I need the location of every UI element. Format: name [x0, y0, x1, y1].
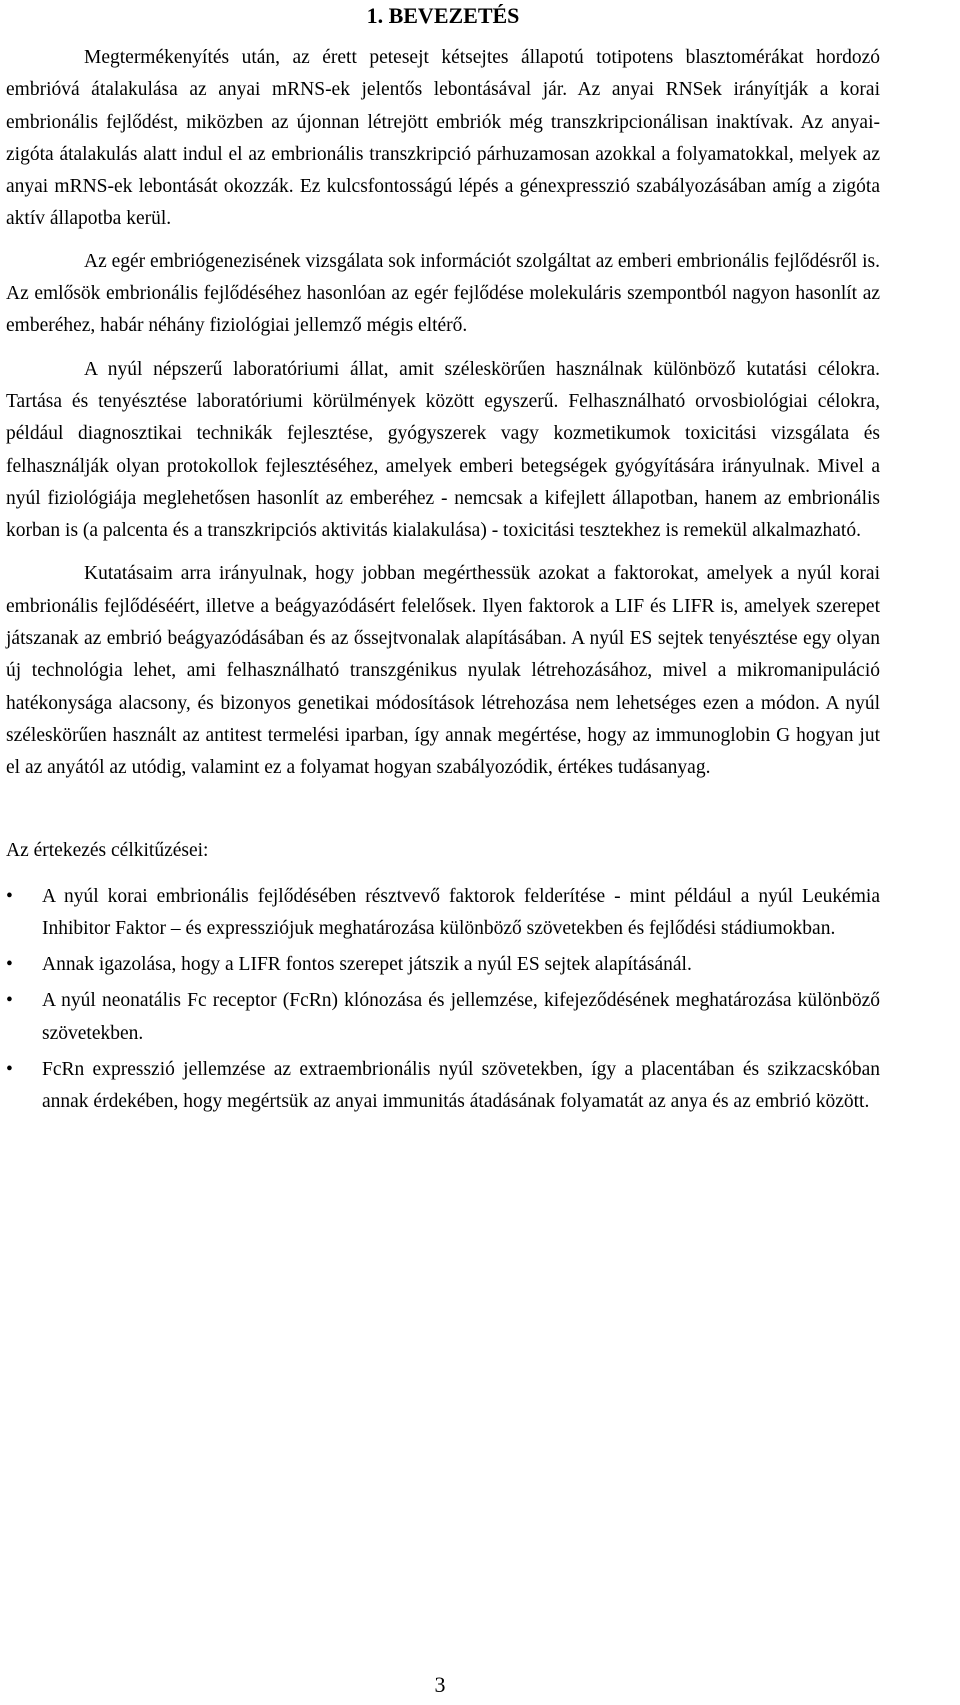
- paragraph-rabbit-laboratory-animal: A nyúl népszerű laboratóriumi állat, amit széleskörűen használnak különböző kutatási célokra. Tartása és tenyésztése laboratóriumi körülmények között egyszerű. Felhasználható orvosbiológiai célokra, például diagnosztikai technikák fejlesztése, gyógyszerek vagy kozmetikumok toxicitási vizsgálata és felhasználják olyan protokollok fejlesztéséhez, amelyek emberi betegségek gyógyítására irányulnak. Mivel a nyúl fiziológiája meglehetősen hasonlít az emberéhez - nemcsak a kifejlett állapotban, hanem az embrionális korban is (a palcenta és a transzkripciós aktivitás kialakulása) - toxicitási tesztekhez is remekül alkalmazható.: [6, 358, 880, 542]
- paragraph-mouse-embryogenesis: Az egér embriógenezisének vizsgálata sok információt szolgáltat az emberi embrionális fejlődésről is. Az emlősök embrionális fejlődéséhez hasonlóan az egér fejlődése molekuláris szempontból nagyon hasonlít az emberéhez, habár néhány fiziológiai jellemző mégis eltérő.: [6, 250, 880, 337]
- aims-item-text: A nyúl neonatális Fc receptor (FcRn) klónozása és jellemzése, kifejeződésének meghatározása különböző szövetekben.: [42, 990, 880, 1044]
- page-number: 3: [434, 1672, 446, 1697]
- aims-list-item: [6, 1054, 880, 1119]
- document-page: [6, 0, 880, 1123]
- aims-heading: Az értekezés célkitűzései:: [6, 839, 209, 861]
- bullet-icon: •: [6, 954, 13, 976]
- paragraph-research-focus: Kutatásaim arra irányulnak, hogy jobban megérthessük azokat a faktorokat, amelyek a nyúl korai embrionális fejlődéséért, illetve a beágyazódásért felelősek. Ilyen faktorok a LIF és LIFR is, amelyek szerepet játszanak az embrió beágyazódásában és az őssejtvonalak alapításában. A nyúl ES sejtek tenyésztése egy olyan új technológia lehet, ami felhasználható transzgénikus nyulak létrehozásához, mivel a mikromanipuláció hatékonysága alacsony, és bizonyos genetikai módosítások létrehozása nem lehetséges ezen a módon. A nyúl széleskörűen használt az antitest termelési iparban, így annak megértése, hogy az immunoglobin G hogyan jut el az anyától az utódig, valamint ez a folyamat hogyan szabályozódik, értékes tudásanyag.: [6, 563, 880, 779]
- bullet-icon: •: [6, 990, 13, 1012]
- aims-item-text: A nyúl korai embrionális fejlődésében résztvevő faktorok felderítése - mint például a nyúl Leukémia Inhibitor Faktor – és expressziójuk meghatározása különböző szövetekben és fejlődési stádiumokban.: [42, 885, 880, 939]
- bullet-icon: •: [6, 1059, 13, 1081]
- aims-list-item: [6, 949, 880, 981]
- bullet-icon: •: [6, 885, 13, 907]
- aims-list-item: [6, 985, 880, 1050]
- paragraph-maternal-zygotic-transition: Megtermékenyítés után, az érett petesejt kétsejtes állapotú totipotens blasztomérákat hordozó embrióvá átalakulása az anyai mRNS-ek jelentős lebontásával jár. Az anyai RNSek irányítják a korai embrionális fejlődést, miközben az újonnan létrejött embriók még transzkripcionálisan inaktívak. Az anyai-zigóta átalakulás alatt indul el az embrionális transzkripció párhuzamosan azokkal a folyamatokkal, melyek az anyai mRNS-ek lebontását okozzák. Ez kulcsfontosságú lépés a génexpresszió szabályozásában amíg a zigóta aktív állapotba kerül.: [6, 47, 880, 230]
- aims-list: [6, 881, 880, 1119]
- aims-list-item: [6, 881, 880, 946]
- section-title: 1. BEVEZETÉS: [366, 3, 520, 28]
- aims-item-text: FcRn expresszió jellemzése az extraembrionális nyúl szövetekben, így a placentában és szikzacskóban annak érdekében, hogy megértsük az anyai immunitás átadásának folyamatát az anya és az embrió között.: [42, 1059, 880, 1113]
- aims-item-text: Annak igazolása, hogy a LIFR fontos szerepet játszik a nyúl ES sejtek alapításánál.: [42, 954, 692, 976]
